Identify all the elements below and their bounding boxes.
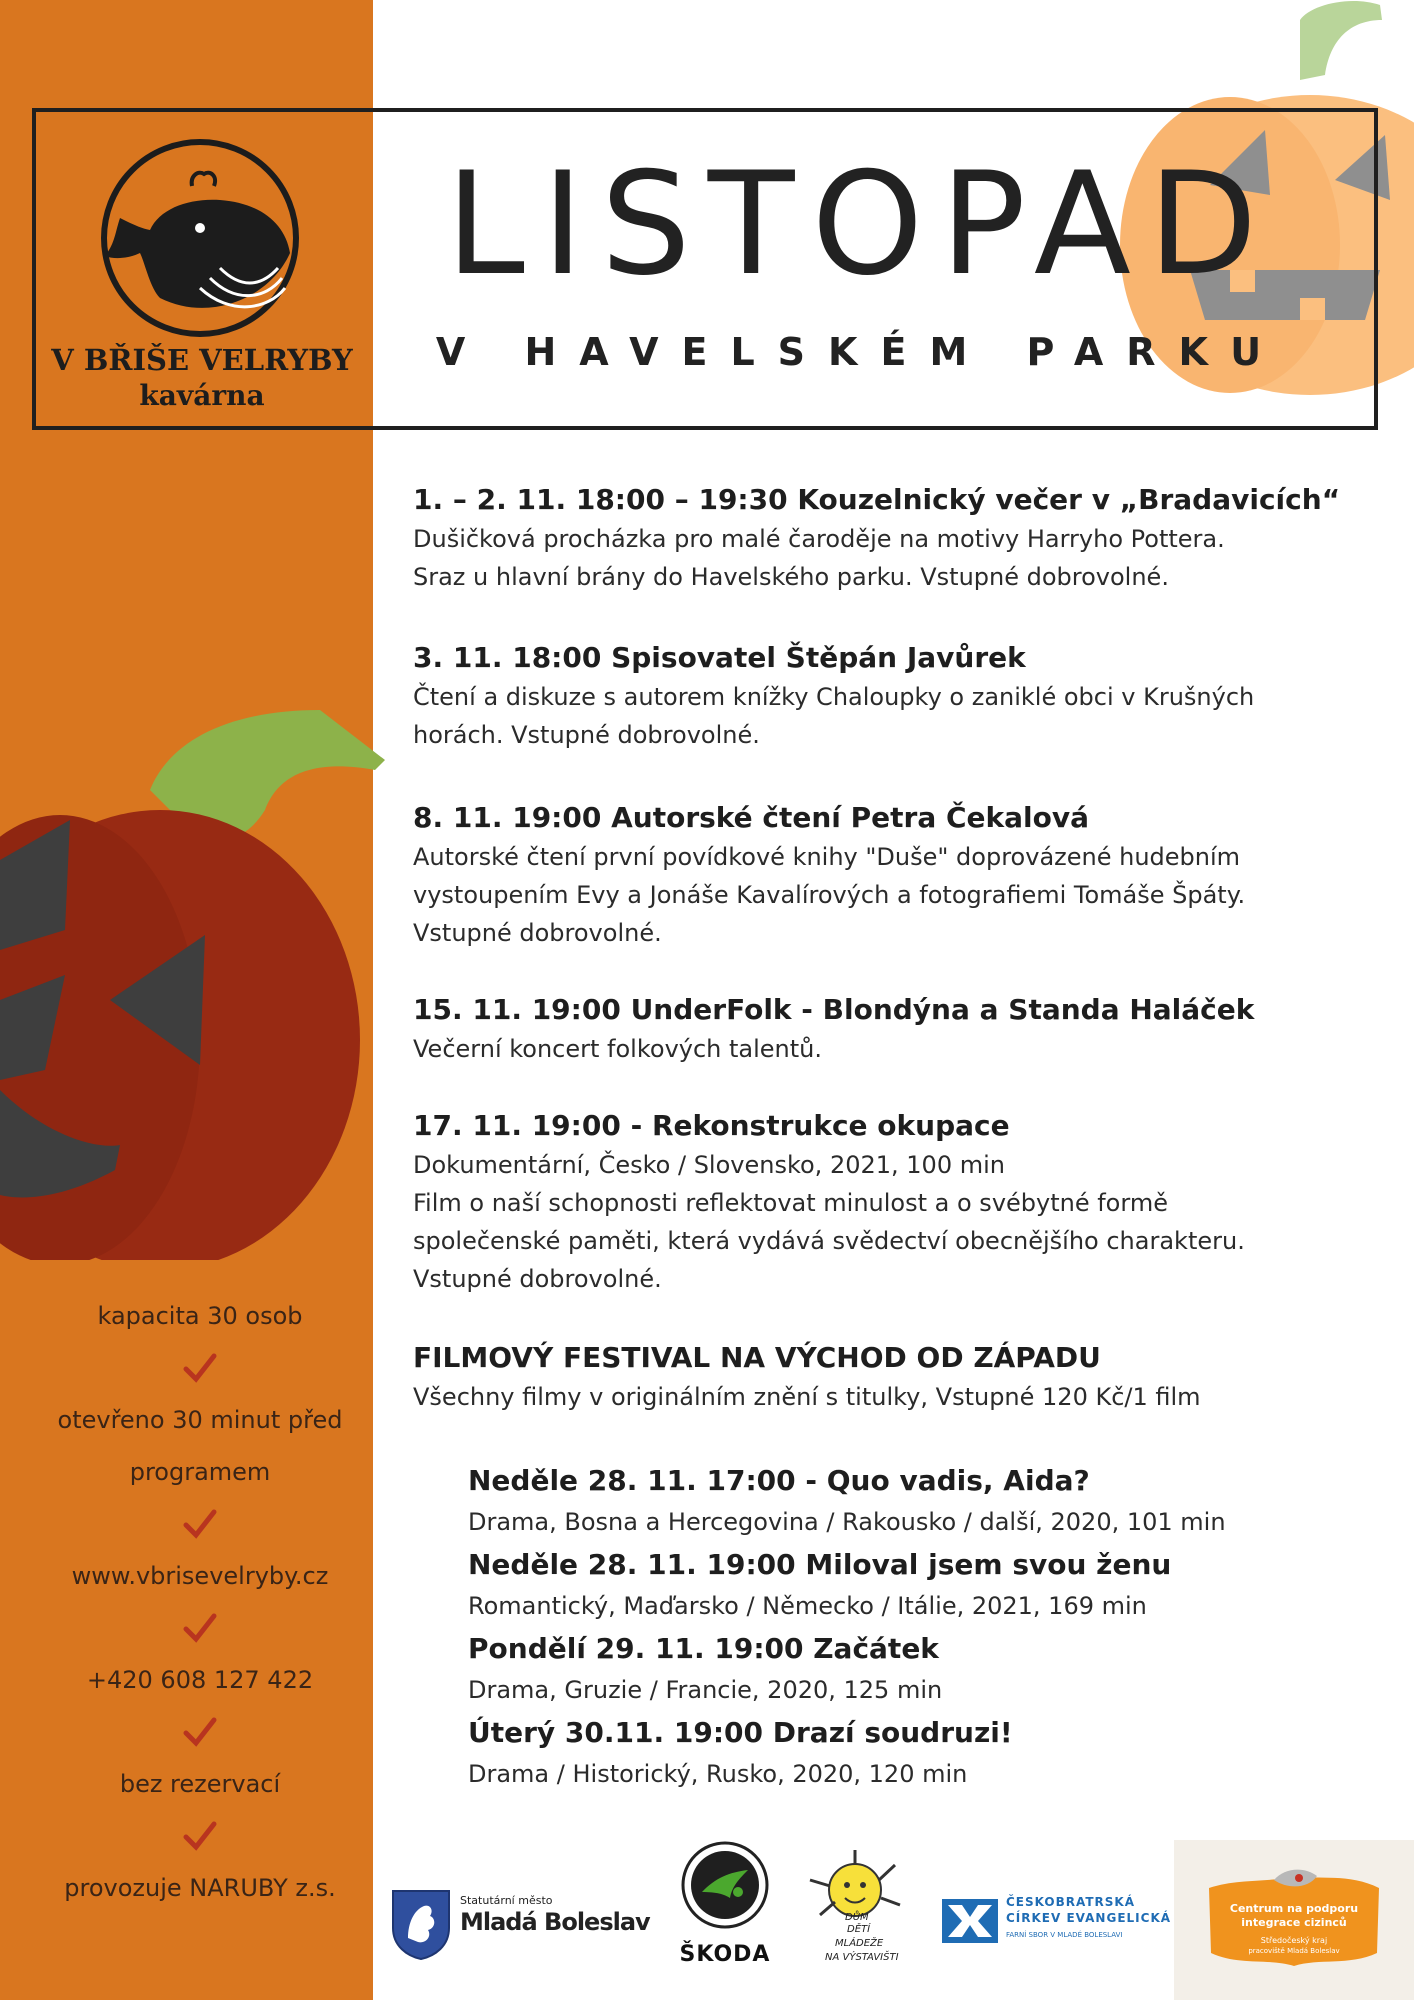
film-item [468,1544,1368,1626]
film-title: Neděle 28. 11. 17:00 - Quo vadis, Aida? [468,1464,1090,1497]
page-title: LISTOPAD [445,142,1275,307]
event-desc: společenské paměti, která vydává svědectví obecnějšího charakteru. [413,1227,1245,1255]
skoda-logo-icon [680,1840,770,1930]
mb-small-text: Statutární město [460,1894,553,1907]
sponsor-centrum [1174,1840,1414,2000]
centrum-text-4: pracoviště Mladá Boleslav [1248,1947,1340,1955]
film-title: Úterý 30.11. 19:00 Drazí soudruzi! [468,1716,1013,1749]
info-capacity: kapacita 30 osob [97,1302,303,1330]
film-item [468,1460,1368,1542]
event-title: 3. 11. 18:00 Spisovatel Štěpán Javůrek [413,641,1026,674]
event-desc: Autorské čtení první povídkové knihy "Duše" doprovázené hudebním [413,843,1241,871]
logo-subtitle: kavárna [139,379,265,412]
event-desc: Vstupné dobrovolné. [413,1265,662,1293]
events-list [413,480,1373,1446]
info-list [20,1290,380,1914]
festival-header [413,1338,1373,1416]
event-desc: Dokumentární, Česko / Slovensko, 2021, 100 min [413,1151,1005,1179]
festival-title: FILMOVÝ FESTIVAL NA VÝCHOD OD ZÁPADU [413,1341,1101,1374]
centrum-text-3: Středočeský kraj [1260,1936,1328,1945]
info-phone: +420 608 127 422 [86,1666,314,1694]
mb-name-text: Mladá Boleslav [460,1908,650,1936]
film-list [468,1460,1368,1796]
event-desc: Vstupné dobrovolné. [413,919,662,947]
ddm-text-4: NA VÝSTAVIŠTI [825,1952,899,1963]
info-reservation: bez rezervací [119,1770,281,1798]
film-desc: Drama, Gruzie / Francie, 2020, 125 min [468,1676,943,1704]
film-item [468,1712,1368,1794]
skoda-text: ŠKODA [679,1942,771,1967]
pumpkin-left-icon [0,700,390,1260]
film-desc: Drama / Historický, Rusko, 2020, 120 min [468,1760,968,1788]
event-title: 17. 11. 19:00 - Rekonstrukce okupace [413,1109,1010,1142]
event-desc: Dušičková procházka pro malé čaroděje na motivy Harryho Pottera. [413,525,1225,553]
event-title: 8. 11. 19:00 Autorské čtení Petra Čekalová [413,801,1090,834]
film-item [468,1628,1368,1710]
cce-text-3: FARNÍ SBOR V MLADÉ BOLESLAVI [1006,1931,1123,1939]
film-title: Pondělí 29. 11. 19:00 Začátek [468,1632,939,1665]
sponsor-mlada-boleslav [390,1888,650,1968]
sponsor-skoda [665,1840,785,1990]
event-item [413,638,1373,754]
event-desc: Večerní koncert folkových talentů. [413,1035,823,1063]
ddm-text-3: MLÁDEŽE [835,1938,884,1949]
check-icon [20,1602,380,1654]
sponsors-bar [380,1840,1414,2000]
event-title: 15. 11. 19:00 UnderFolk - Blondýna a Standa Haláček [413,993,1255,1026]
logo-name: V BŘIŠE VELRYBY [51,343,353,377]
festival-desc: Všechny filmy v originálním znění s titulky, Vstupné 120 Kč/1 film [413,1383,1201,1411]
info-opening: otevřeno 30 minut před programem [57,1406,343,1486]
check-icon [20,1810,380,1862]
event-desc: Sraz u hlavní brány do Havelského parku. Vstupné dobrovolné. [413,563,1169,591]
event-desc: horách. Vstupné dobrovolné. [413,721,760,749]
coat-of-arms-icon [390,1888,452,1960]
film-desc: Romantický, Maďarsko / Německo / Itálie, 2021, 169 min [468,1592,1147,1620]
cce-text-2: CÍRKEV EVANGELICKÁ [1006,1911,1172,1925]
event-desc: Film o naší schopnosti reflektovat minulost a o svébytné formě [413,1189,1168,1217]
event-item [413,1106,1373,1298]
event-desc: Čtení a diskuze s autorem knížky Chaloupky o zaniklé obci v Krušných [413,683,1255,711]
cce-chalice-icon [942,1899,998,1943]
check-icon [20,1706,380,1758]
centrum-text-2: integrace cizinců [1241,1916,1347,1929]
event-item [413,990,1373,1068]
check-icon [20,1342,380,1394]
cce-text-1: ČESKOBRATRSKÁ [1006,1895,1136,1909]
whale-logo-icon [100,138,300,338]
event-title: 1. – 2. 11. 18:00 – 19:30 Kouzelnický večer v „Bradavicích“ [413,483,1341,516]
ddm-text-1: DŮM [845,1912,869,1923]
page-subtitle: V HAVELSKÉM PARKU [435,330,1285,374]
film-title: Neděle 28. 11. 19:00 Miloval jsem svou ženu [468,1548,1172,1581]
info-website-link[interactable]: www.vbrisevelryby.cz [71,1562,329,1590]
info-operator: provozuje NARUBY z.s. [64,1874,336,1902]
centrum-text-1: Centrum na podporu [1229,1902,1359,1915]
film-desc: Drama, Bosna a Hercegovina / Rakousko / další, 2020, 101 min [468,1508,1226,1536]
sponsor-ddm [795,1850,925,1990]
event-item [413,798,1373,952]
check-icon [20,1498,380,1550]
sponsor-cce [942,1895,1172,1965]
ddm-text-2: DĚTÍ [847,1924,871,1935]
event-item [413,480,1373,596]
event-desc: vystoupením Evy a Jonáše Kavalírových a fotografiemi Tomáše Špáty. [413,881,1246,909]
